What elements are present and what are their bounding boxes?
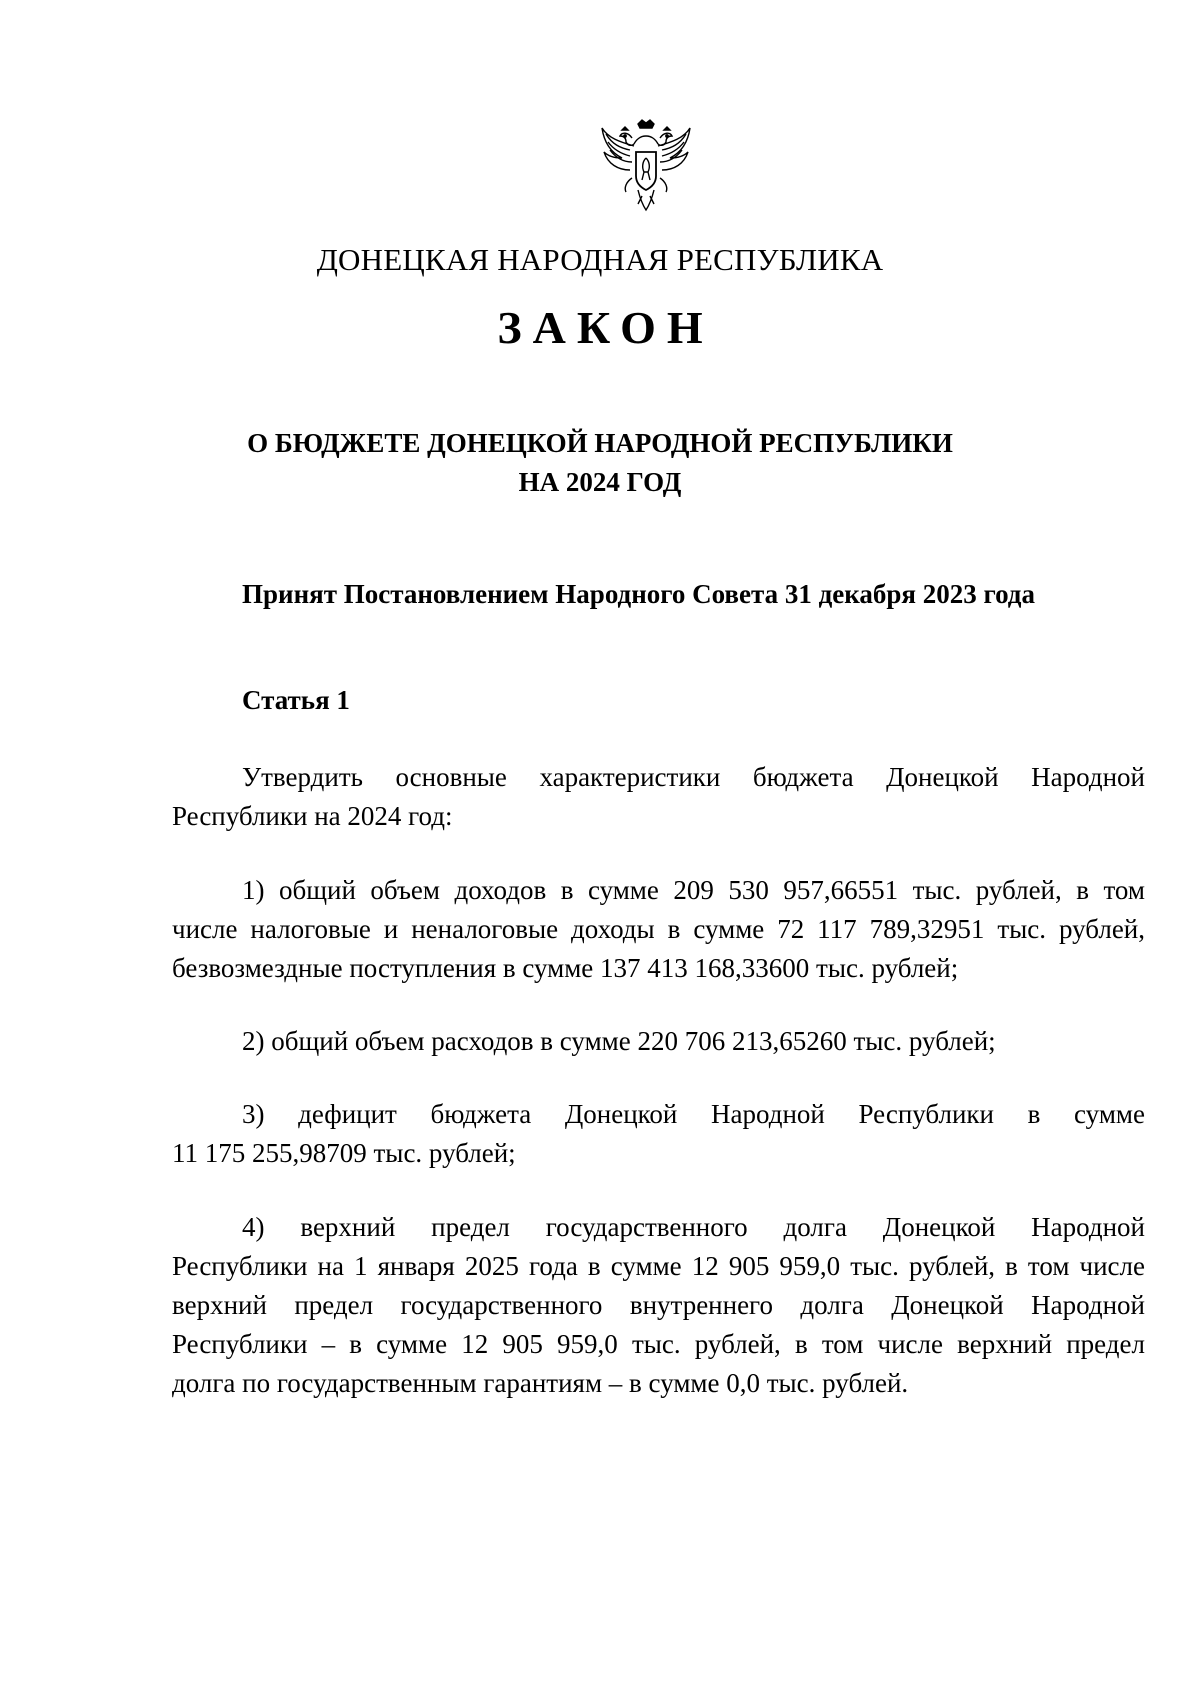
double-headed-eagle-icon (598, 118, 694, 218)
law-subject (0, 424, 1200, 502)
article-item-3 (172, 1095, 1145, 1173)
paragraph-line: Республики – в сумме 12 905 959,0 тыс. рублей, в том числе верхний предел (172, 1329, 1145, 1359)
adoption-note: Принят Постановлением Народного Совета 31 декабря 2023 года (242, 579, 1035, 609)
paragraph-line: долга по государственным гарантиям – в сумме 0,0 тыс. рублей. (172, 1368, 909, 1398)
article-item-1 (172, 871, 1145, 988)
article-intro-paragraph (172, 758, 1145, 836)
paragraph-line: безвозмездные поступления в сумме 137 413 168,33600 тыс. рублей; (172, 953, 959, 983)
paragraph-line: 11 175 255,98709 тыс. рублей; (172, 1138, 516, 1168)
paragraph-line: верхний предел государственного внутреннего долга Донецкой Народной (172, 1290, 1145, 1320)
paragraph-line: Утвердить основные характеристики бюджета Донецкой Народной (242, 762, 1145, 792)
coat-of-arms-emblem (598, 118, 694, 218)
law-subject-line-2: НА 2024 ГОД (518, 467, 682, 497)
law-subject-line-1: О БЮДЖЕТЕ ДОНЕЦКОЙ НАРОДНОЙ РЕСПУБЛИКИ (247, 428, 953, 458)
paragraph-line: Республики на 1 января 2025 года в сумме 12 905 959,0 тыс. рублей, в том числе (172, 1251, 1145, 1281)
paragraph-line: 4) верхний предел государственного долга Донецкой Народной (242, 1212, 1145, 1242)
republic-name: ДОНЕЦКАЯ НАРОДНАЯ РЕСПУБЛИКА (316, 242, 884, 277)
paragraph-line: 3) дефицит бюджета Донецкой Народной Республики в сумме (242, 1099, 1145, 1129)
paragraph-line: Республики на 2024 год: (172, 801, 453, 831)
document-type-title: ЗАКОН (497, 302, 714, 353)
paragraph-line: 1) общий объем доходов в сумме 209 530 957,66551 тыс. рублей, в том (242, 875, 1145, 905)
article-item-4 (172, 1208, 1145, 1403)
article-heading: Статья 1 (242, 685, 350, 715)
paragraph-line: 2) общий объем расходов в сумме 220 706 213,65260 тыс. рублей; (242, 1026, 996, 1056)
article-item-2 (172, 1022, 1145, 1061)
paragraph-line: числе налоговые и неналоговые доходы в сумме 72 117 789,32951 тыс. рублей, (172, 914, 1145, 944)
